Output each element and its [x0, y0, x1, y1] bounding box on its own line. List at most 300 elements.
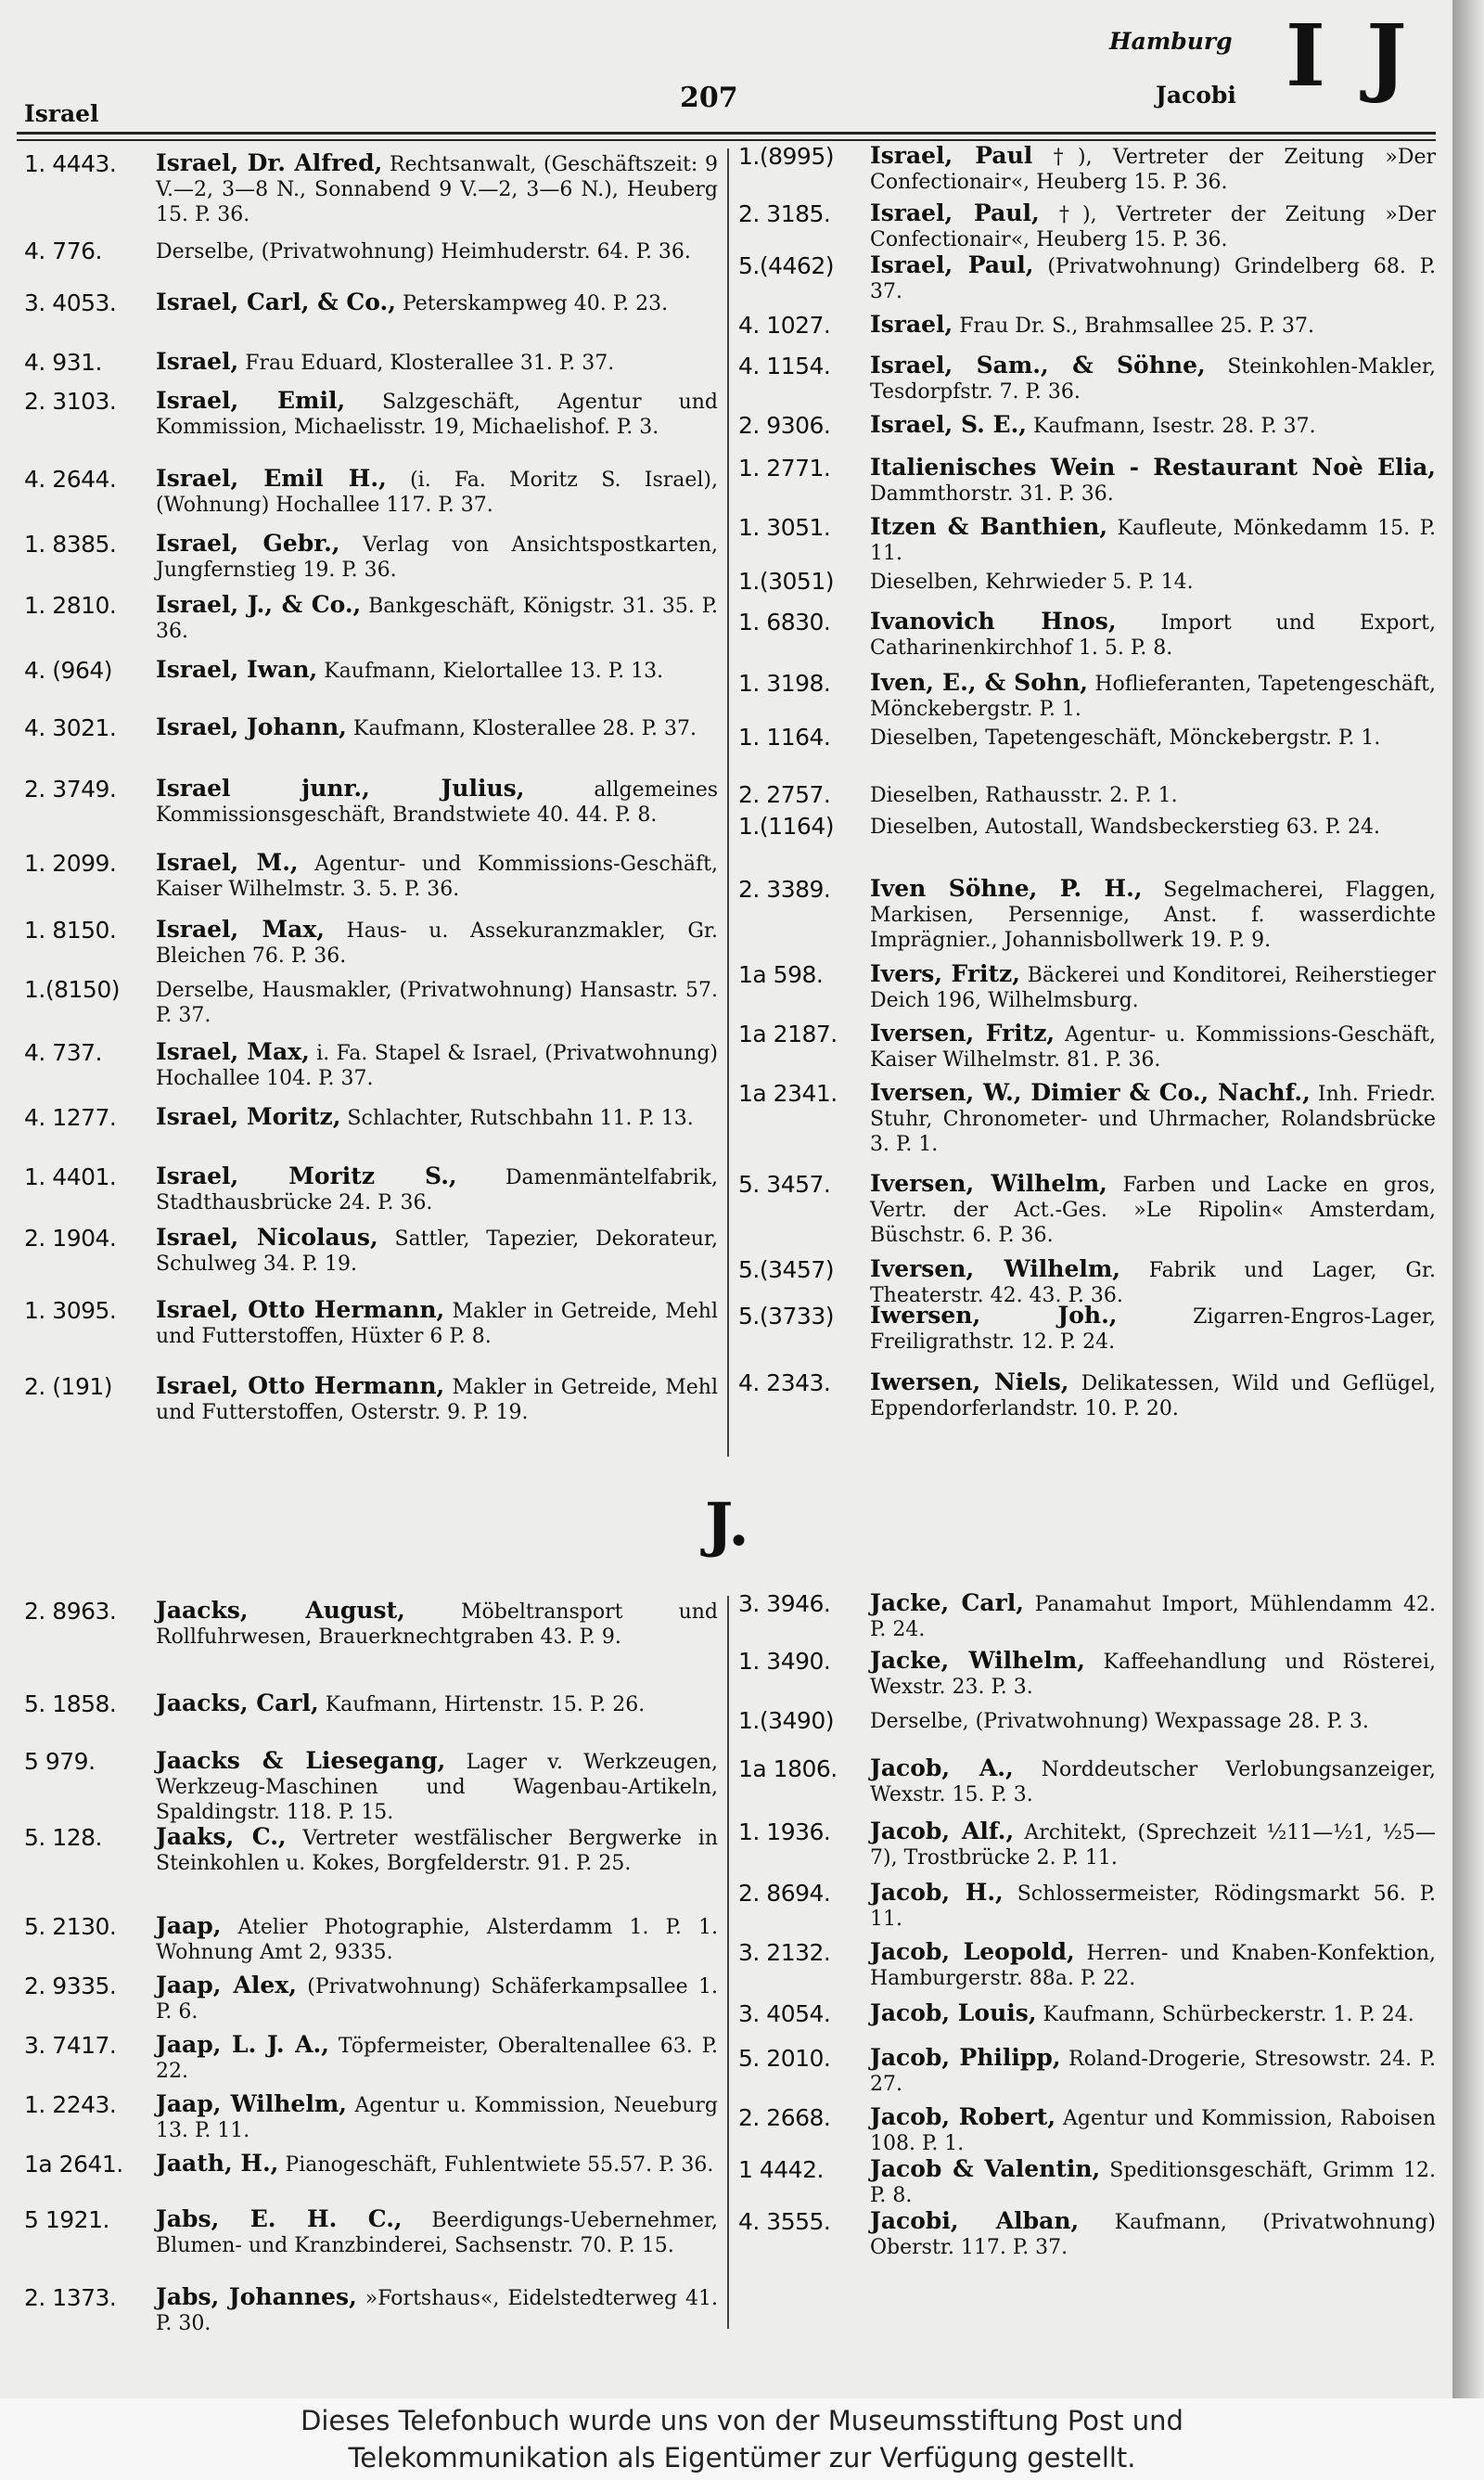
entry-details: (Privatwohnung) Schäferkampsallee 1. P. 6. — [156, 1975, 719, 2024]
directory-entry — [24, 289, 718, 316]
entry-name: Israel, Gebr., — [156, 530, 340, 557]
phone-number: 5. 1858. — [24, 1690, 117, 1717]
entry-body — [870, 2045, 1436, 2097]
entry-name: Israel, Nicolaus, — [156, 1224, 378, 1251]
phone-number: 1.(1164) — [738, 813, 834, 840]
entry-name: Jaap, — [156, 1912, 222, 1939]
entry-name: Ivers, Fritz, — [870, 960, 1020, 987]
entry-details: Agentur u. Kommission, Neueburg 13. P. 11. — [156, 2094, 718, 2142]
entry-details: Töpfermeister, Oberaltenallee 63. P. 22. — [156, 2035, 718, 2083]
entry-details: Kaufmann, Schürbeckerstr. 1. P. 24. — [1043, 2003, 1414, 2026]
entry-details: Agentur- u. Kommissions-Geschäft, Kaiser Wilhelmstr. 81. P. 36. — [870, 1023, 1437, 1072]
directory-entry — [738, 568, 1436, 595]
entry-body — [156, 1039, 718, 1091]
entry-body — [870, 353, 1436, 405]
entry-details: Panamahut Import, Mühlendamm 42. P. 24. — [870, 1593, 1436, 1641]
entry-details: Dieselben, Kehrwieder 5. P. 14. — [870, 571, 1194, 594]
entry-details: Verlag von Ansichtspostkarten, Jungfernstieg 19. P. 36. — [156, 533, 718, 582]
entry-details: Farben und Lacke en gros, Vertr. der Act.-Ges. »Le Ripolin« Amsterdam, Büschstr. 6. P. 36. — [870, 1174, 1436, 1247]
directory-entry — [738, 1648, 1436, 1700]
entry-name: Israel, Sam., & Söhne, — [870, 352, 1206, 379]
phone-number: 1.(8995) — [738, 143, 834, 170]
entry-body — [870, 1880, 1436, 1932]
entry-body — [870, 1818, 1436, 1870]
entry-body — [156, 150, 718, 227]
directory-entry — [738, 312, 1436, 339]
entry-body — [156, 917, 718, 969]
entry-body — [870, 455, 1436, 507]
phone-number: 1 4442. — [738, 2156, 824, 2183]
entry-details: Inh. Friedr. Stuhr, Chronometer- und Uhrmacher, Rolandsbrücke 3. P. 1. — [870, 1083, 1436, 1156]
entry-name: Jaacks, Carl, — [156, 1690, 319, 1716]
directory-entry — [738, 1256, 1436, 1308]
entry-name: Jaap, L. J. A., — [156, 2031, 329, 2058]
phone-number: 5.(3733) — [738, 1303, 834, 1330]
entry-body — [870, 1171, 1436, 1248]
directory-entry — [738, 1939, 1436, 1991]
entry-name: Jabs, Johannes, — [156, 2283, 357, 2310]
phone-number: 1a 1806. — [738, 1755, 838, 1782]
entry-name: Iversen, Wilhelm, — [870, 1170, 1107, 1197]
phone-number: 2. 3389. — [738, 876, 831, 903]
entry-name: Iversen, Fritz, — [870, 1020, 1055, 1047]
directory-entry — [24, 2206, 718, 2258]
entry-body — [156, 349, 718, 376]
entry-name: Israel, Moritz S., — [156, 1163, 457, 1189]
entry-body — [870, 813, 1436, 840]
directory-entry — [24, 1225, 718, 1277]
entry-name: Israel, Dr. Alfred, — [156, 149, 383, 176]
entry-name: Jacob, Louis, — [870, 1999, 1037, 2026]
entry-name: Jaap, Wilhelm, — [156, 2090, 347, 2117]
entry-details: Derselbe, Hausmakler, (Privatwohnung) Hansastr. 57. P. 37. — [156, 979, 718, 1027]
entry-details: Pianogeschäft, Fuhlentwiete 55.57. P. 36. — [285, 2153, 714, 2177]
entry-name: Jacob, Alf., — [870, 1818, 1015, 1844]
entry-details: Dieselben, Autostall, Wandsbeckerstieg 63. P. 24. — [870, 816, 1380, 839]
phone-number: 1. 4443. — [24, 150, 117, 177]
entry-body — [156, 592, 718, 644]
entry-body — [870, 1755, 1436, 1807]
entry-details: Norddeutscher Verlobungsanzeiger, Wexstr. 15. P. 3. — [870, 1758, 1436, 1806]
entry-name: Jacob, Philipp, — [870, 2044, 1061, 2071]
entry-body — [870, 1648, 1436, 1700]
entry-details: Damenmäntelfabrik, Stadthausbrücke 24. P. 36. — [156, 1166, 718, 1214]
directory-entry — [738, 2208, 1436, 2260]
directory-entry — [24, 1297, 718, 1349]
entry-details: Peterskampweg 40. P. 23. — [402, 292, 669, 315]
entry-body — [156, 1748, 718, 1825]
entry-details: Kaufleute, Mönkedamm 15. P. 11. — [870, 517, 1436, 565]
entry-body — [156, 1373, 718, 1425]
phone-number: 4. 776. — [24, 238, 102, 264]
entry-body — [870, 724, 1436, 751]
entry-details: (Privatwohnung) Grindelberg 68. P. 37. — [870, 255, 1436, 303]
entry-name: Israel, Carl, & Co., — [156, 289, 396, 315]
entry-body — [156, 1913, 718, 1965]
directory-entry — [24, 917, 718, 969]
directory-entry — [738, 412, 1436, 439]
entry-details: Segelmacherei, Flaggen, Markisen, Persennige, Anst. f. wasserdichte Imprägnier., Johannisbollwerk 19. P. 9. — [870, 879, 1436, 952]
entry-name: Iwersen, Niels, — [870, 1368, 1069, 1395]
entry-details: Kaffeehandlung und Rösterei, Wexstr. 23. P. 3. — [870, 1651, 1436, 1699]
directory-entry — [24, 2284, 718, 2336]
phone-number: 1.(8150) — [24, 976, 120, 1003]
directory-entry — [738, 143, 1436, 195]
phone-number: 5. 128. — [24, 1824, 102, 1851]
phone-number: 5.(4462) — [738, 252, 834, 279]
entry-name: Jabs, E. H. C., — [156, 2205, 403, 2232]
entry-body — [870, 1021, 1436, 1073]
footer-line-1: Dieses Telefonbuch wurde uns von der Museumsstiftung Post und — [301, 2405, 1183, 2436]
directory-entry — [738, 813, 1436, 840]
phone-number: 1. 2771. — [738, 455, 831, 482]
phone-number: 1a 2641. — [24, 2151, 123, 2178]
phone-number: 1. 1164. — [738, 724, 831, 751]
entry-body — [156, 776, 718, 828]
phone-number: 1. 3490. — [738, 1648, 831, 1675]
entry-details: Derselbe, (Privatwohnung) Heimhuderstr. 64. P. 36. — [156, 240, 691, 263]
entry-name: Israel, Otto Hermann, — [156, 1372, 445, 1399]
entry-details: Vertreter westfälischer Bergwerke in Steinkohlen u. Kokes, Borgfelderstr. 91. P. 25. — [156, 1827, 718, 1875]
phone-number: 4. 1027. — [738, 312, 831, 339]
phone-number: 4. (964) — [24, 657, 113, 684]
entry-name: Israel, — [156, 348, 239, 375]
directory-entry — [738, 252, 1436, 304]
entry-name: Jacobi, Alban, — [870, 2207, 1080, 2234]
entry-body — [870, 1080, 1436, 1157]
directory-entry — [24, 531, 718, 583]
entry-body — [870, 1939, 1436, 1991]
directory-entry — [738, 961, 1436, 1013]
entry-name: Iversen, Wilhelm, — [870, 1255, 1121, 1282]
entry-body — [870, 312, 1436, 339]
entry-details: Rechtsanwalt, (Geschäftszeit: 9 V.—2, 3—8 N., Sonnabend 9 V.—2, 3—6 N.), Heuberg 15. P. 36. — [156, 153, 718, 226]
phone-number: 3. 3946. — [738, 1590, 831, 1617]
directory-entry — [738, 1818, 1436, 1870]
entry-name: Israel, J., & Co., — [156, 591, 362, 618]
entry-name: Jacob, H., — [870, 1879, 1004, 1906]
entry-body — [156, 388, 718, 440]
directory-entry — [738, 1880, 1436, 1932]
entry-body — [870, 252, 1436, 304]
entry-details: Delikatessen, Wild und Geflügel, Eppendorferlandstr. 10. P. 20. — [870, 1372, 1436, 1420]
header-left-entry: Israel — [24, 100, 99, 127]
entry-details: Frau Dr. S., Brahmsallee 25. P. 37. — [959, 315, 1314, 338]
header-rule — [17, 132, 1436, 135]
entry-body — [156, 714, 718, 741]
directory-entry — [24, 592, 718, 644]
phone-number: 4. 931. — [24, 349, 102, 376]
phone-number: 1.(3051) — [738, 568, 834, 595]
phone-number: 4. 737. — [24, 1039, 102, 1066]
directory-entry — [738, 1369, 1436, 1421]
entry-body — [870, 1303, 1436, 1355]
phone-number: 2. 8694. — [738, 1880, 831, 1907]
entry-details: allgemeines Kommissionsgeschäft, Brandstwiete 40. 44. P. 8. — [156, 778, 718, 827]
entry-body — [156, 289, 718, 316]
entry-body — [156, 850, 718, 902]
directory-entry — [738, 2156, 1436, 2208]
entry-details: Agentur- und Kommissions-Geschäft, Kaiser Wilhelmstr. 3. 5. P. 36. — [156, 853, 718, 901]
entry-body — [156, 238, 718, 264]
column-divider-top — [727, 148, 729, 1457]
phone-number: 1. 8150. — [24, 917, 117, 944]
entry-body — [156, 466, 718, 518]
phone-number: 2. 2757. — [738, 781, 831, 808]
entry-details: Import und Export, Catharinenkirchhof 1. 5. P. 8. — [870, 611, 1437, 660]
entry-body — [870, 1256, 1436, 1308]
entry-name: Itzen & Banthien, — [870, 513, 1108, 540]
phone-number: 1. 8385. — [24, 531, 117, 558]
phone-number: 2. 9335. — [24, 1972, 117, 1999]
directory-entry — [24, 776, 718, 828]
phone-number: 4. 2644. — [24, 466, 117, 493]
entry-name: Israel, Paul — [870, 142, 1033, 169]
entry-name: Israel, Emil, — [156, 387, 346, 414]
directory-entry — [24, 1748, 718, 1825]
directory-entry — [738, 2000, 1436, 2027]
entry-details: Schlossermeister, Rödingsmarkt 56. P. 11. — [870, 1882, 1437, 1931]
entry-name: Israel, Otto Hermann, — [156, 1296, 445, 1323]
phone-number: 5 1921. — [24, 2206, 109, 2233]
entry-details: Dieselben, Tapetengeschäft, Mönckebergstr. P. 1. — [870, 726, 1381, 750]
phone-number: 1. 3095. — [24, 1297, 117, 1324]
entry-body — [870, 1707, 1436, 1734]
entry-details: Hoflieferanten, Tapetengeschäft, Mönckebergstr. P. 1. — [870, 673, 1436, 721]
directory-entry — [738, 1707, 1436, 1734]
column-divider-bottom — [727, 1596, 729, 2329]
section-letter: J. — [705, 1490, 749, 1560]
phone-number: 1. 2243. — [24, 2091, 117, 2118]
directory-entry — [738, 200, 1436, 252]
phone-number: 5. 2130. — [24, 1913, 117, 1940]
directory-entry — [738, 1021, 1436, 1073]
entry-name: Jacob & Valentin, — [870, 2155, 1101, 2182]
entry-details: Dammthorstr. 31. P. 36. — [870, 482, 1114, 506]
entry-name: Italienisches Wein - Restaurant Noè Elia, — [870, 454, 1436, 481]
phone-number: 2. 3185. — [738, 200, 831, 227]
entry-body — [870, 781, 1436, 808]
entry-name: Jaap, Alex, — [156, 1972, 297, 1998]
entry-details: Bäckerei und Konditorei, Reiherstieger Deich 196, Wilhelmsburg. — [870, 964, 1436, 1012]
entry-body — [156, 976, 718, 1028]
entry-body — [870, 1590, 1436, 1642]
phone-number: 4. 3555. — [738, 2208, 831, 2235]
entry-body — [870, 609, 1436, 661]
phone-number: 5. 2010. — [738, 2045, 831, 2072]
directory-entry — [24, 1598, 718, 1650]
entry-details: Makler in Getreide, Mehl und Futterstoffen, Osterstr. 9. P. 19. — [156, 1376, 718, 1424]
entry-name: Iwersen, Joh., — [870, 1302, 1118, 1329]
directory-entry — [24, 1690, 718, 1717]
entry-details: Haus- u. Assekuranzmakler, Gr. Bleichen 76. P. 36. — [156, 919, 719, 968]
directory-entry — [738, 1080, 1436, 1157]
directory-entry — [24, 2151, 718, 2178]
entry-details: »Fortshaus«, Eidelstedterweg 41. P. 30. — [156, 2287, 719, 2335]
entry-name: Jacke, Carl, — [870, 1589, 1024, 1616]
directory-entry — [738, 781, 1436, 808]
directory-entry — [738, 1171, 1436, 1248]
entry-body — [870, 2156, 1436, 2208]
directory-entry — [738, 724, 1436, 751]
directory-entry — [24, 1913, 718, 1965]
entry-name: Jaaks, C., — [156, 1823, 287, 1850]
phone-number: 5.(3457) — [738, 1256, 834, 1283]
header-rule-thin — [17, 139, 1436, 141]
entry-details: Roland-Drogerie, Stresowstr. 24. P. 27. — [870, 2048, 1436, 2096]
entry-name: Israel, Paul, — [870, 199, 1040, 226]
entry-name: Jacob, Robert, — [870, 2103, 1056, 2130]
directory-entry — [738, 670, 1436, 722]
directory-entry — [24, 850, 718, 902]
entry-name: Jacke, Wilhelm, — [870, 1647, 1085, 1674]
header-right-entry: Jacobi — [1156, 82, 1236, 109]
phone-number: 4. 2343. — [738, 1369, 831, 1396]
entry-name: Israel, Iwan, — [156, 656, 318, 683]
entry-body — [870, 143, 1436, 195]
phone-number: 2. 3103. — [24, 388, 117, 415]
entry-body — [870, 412, 1436, 439]
entry-body — [156, 1104, 718, 1131]
phone-number: 4. 1277. — [24, 1104, 117, 1131]
directory-entry — [24, 238, 718, 264]
entry-details: Salzgeschäft, Agentur und Kommission, Michaelisstr. 19, Michaelishof. P. 3. — [156, 391, 718, 439]
entry-details: Atelier Photographie, Alsterdamm 1. P. 1. Wohnung Amt 2, 9335. — [156, 1916, 718, 1964]
phone-number: 1. 3051. — [738, 514, 831, 541]
entry-details: Dieselben, Rathausstr. 2. P. 1. — [870, 784, 1178, 807]
entry-details: Beerdigungs-Uebernehmer, Blumen- und Kranzbinderei, Sachsenstr. 70. P. 15. — [156, 2209, 718, 2257]
entry-name: Israel, S. E., — [870, 411, 1027, 438]
entry-body — [156, 531, 718, 583]
entry-body — [870, 2104, 1436, 2156]
entry-details: Herren- und Knaben-Konfektion, Hamburgerstr. 88a. P. 22. — [870, 1942, 1436, 1990]
entry-name: Jaath, H., — [156, 2150, 279, 2177]
entry-name: Iven, E., & Sohn, — [870, 669, 1088, 696]
footer-line-2: Telekommunikation als Eigentümer zur Verfügung gestellt. — [348, 2442, 1136, 2474]
directory-entry — [24, 1824, 718, 1876]
entry-details: Kaufmann, Klosterallee 28. P. 37. — [352, 717, 697, 740]
entry-body — [156, 2032, 718, 2084]
entry-name: Israel, — [870, 311, 953, 338]
entry-details: (i. Fa. Moritz S. Israel), (Wohnung) Hochallee 117. P. 37. — [156, 469, 719, 517]
entry-body — [156, 2206, 718, 2258]
directory-entry — [24, 388, 718, 440]
entry-details: Fabrik und Lager, Gr. Theaterstr. 42. 43. P. 36. — [870, 1259, 1436, 1307]
entry-body — [870, 670, 1436, 722]
entry-details: i. Fa. Stapel & Israel, (Privatwohnung) Hochallee 104. P. 37. — [156, 1042, 718, 1090]
entry-body — [156, 1225, 718, 1277]
directory-entry — [738, 1590, 1436, 1642]
directory-entry — [24, 657, 718, 684]
phone-number: 1. 1936. — [738, 1818, 831, 1845]
entry-name: Israel, Paul, — [870, 251, 1034, 278]
entry-details: Lager v. Werkzeugen, Werkzeug-Maschinen und Wagenbau-Artikeln, Spaldingstr. 118. P. 15. — [156, 1751, 719, 1824]
entry-name: Israel, Johann, — [156, 713, 347, 740]
entry-body — [156, 1690, 718, 1717]
phone-number: 2. 3749. — [24, 776, 117, 803]
phone-number: 1a 2187. — [738, 1021, 838, 1047]
entry-body — [156, 657, 718, 684]
entry-details: †), Vertreter der Zeitung »Der Confectionair«, Heuberg 15. P. 36. — [870, 203, 1436, 251]
entry-name: Ivanovich Hnos, — [870, 608, 1117, 635]
entry-details: Kaufmann, Hirtenstr. 15. P. 26. — [325, 1693, 646, 1716]
phone-number: 2. 8963. — [24, 1598, 117, 1625]
phone-number: 3. 4053. — [24, 289, 117, 316]
entry-body — [156, 2284, 718, 2336]
entry-body — [870, 568, 1436, 595]
entry-name: Israel, M., — [156, 849, 299, 876]
directory-entry — [24, 349, 718, 376]
entry-name: Iven Söhne, P. H., — [870, 875, 1143, 902]
entry-body — [156, 1824, 718, 1876]
header-city: Hamburg — [1109, 28, 1233, 55]
entry-body — [870, 514, 1436, 566]
page-edge — [1452, 0, 1484, 2398]
phone-number: 5. 3457. — [738, 1171, 831, 1198]
phone-number: 2. 1373. — [24, 2284, 117, 2311]
entry-details: Kaufmann, Kielortallee 13. P. 13. — [324, 660, 664, 683]
entry-name: Jacob, A., — [870, 1754, 1014, 1781]
directory-entry — [24, 1163, 718, 1215]
phone-number: 5 979. — [24, 1748, 96, 1775]
entry-body — [156, 2091, 718, 2143]
entry-body — [870, 961, 1436, 1013]
phone-number: 1. 2810. — [24, 592, 117, 619]
entry-name: Israel, Max, — [156, 1038, 310, 1065]
phone-number: 1a 2341. — [738, 1080, 838, 1107]
entry-details: Kaufmann, Isestr. 28. P. 37. — [1032, 415, 1316, 438]
directory-entry — [24, 1972, 718, 2024]
phone-number: 1. 2099. — [24, 850, 117, 877]
entry-name: Israel, Max, — [156, 916, 325, 943]
phone-number: 1. 3198. — [738, 670, 831, 697]
directory-entry — [738, 876, 1436, 953]
entry-body — [870, 2000, 1436, 2027]
entry-details: Speditionsgeschäft, Grimm 12. P. 8. — [870, 2159, 1437, 2207]
directory-entry — [24, 1104, 718, 1131]
phone-number: 2. 2668. — [738, 2104, 831, 2131]
entry-details: Steinkohlen-Makler, Tesdorpfstr. 7. P. 36. — [870, 355, 1437, 404]
entry-details: Agentur und Kommission, Raboisen 108. P. 1. — [870, 2107, 1436, 2155]
directory-entry — [738, 609, 1436, 661]
directory-entry — [738, 353, 1436, 405]
entry-name: Israel, Emil H., — [156, 465, 387, 492]
directory-entry — [24, 1373, 718, 1425]
entry-body — [870, 876, 1436, 953]
entry-details: Makler in Getreide, Mehl und Futterstoffen, Hüxter 6 P. 8. — [156, 1300, 718, 1348]
entry-body — [156, 1163, 718, 1215]
directory-entry — [738, 1755, 1436, 1807]
entry-name: Jacob, Leopold, — [870, 1938, 1075, 1965]
entry-details: Zigarren-Engros-Lager, Freiligrathstr. 12. P. 24. — [870, 1305, 1436, 1354]
phone-number: 2. 9306. — [738, 412, 831, 439]
entry-details: †), Vertreter der Zeitung »Der Confectionair«, Heuberg 15. P. 36. — [870, 146, 1436, 194]
entry-body — [156, 1972, 718, 2024]
entry-body — [156, 1297, 718, 1349]
directory-entry — [738, 2104, 1436, 2156]
directory-entry — [24, 466, 718, 518]
entry-name: Israel junr., Julius, — [156, 775, 525, 802]
phone-number: 1.(3490) — [738, 1707, 834, 1734]
phone-number: 1a 598. — [738, 961, 824, 988]
entry-details: Bankgeschäft, Königstr. 31. 35. P. 36. — [156, 595, 718, 643]
phone-number: 2. (191) — [24, 1373, 113, 1400]
phone-number: 3. 7417. — [24, 2032, 117, 2059]
entry-body — [156, 1598, 718, 1650]
directory-entry — [24, 976, 718, 1028]
phone-number: 1. 4401. — [24, 1163, 117, 1190]
phone-number: 3. 4054. — [738, 2000, 831, 2027]
